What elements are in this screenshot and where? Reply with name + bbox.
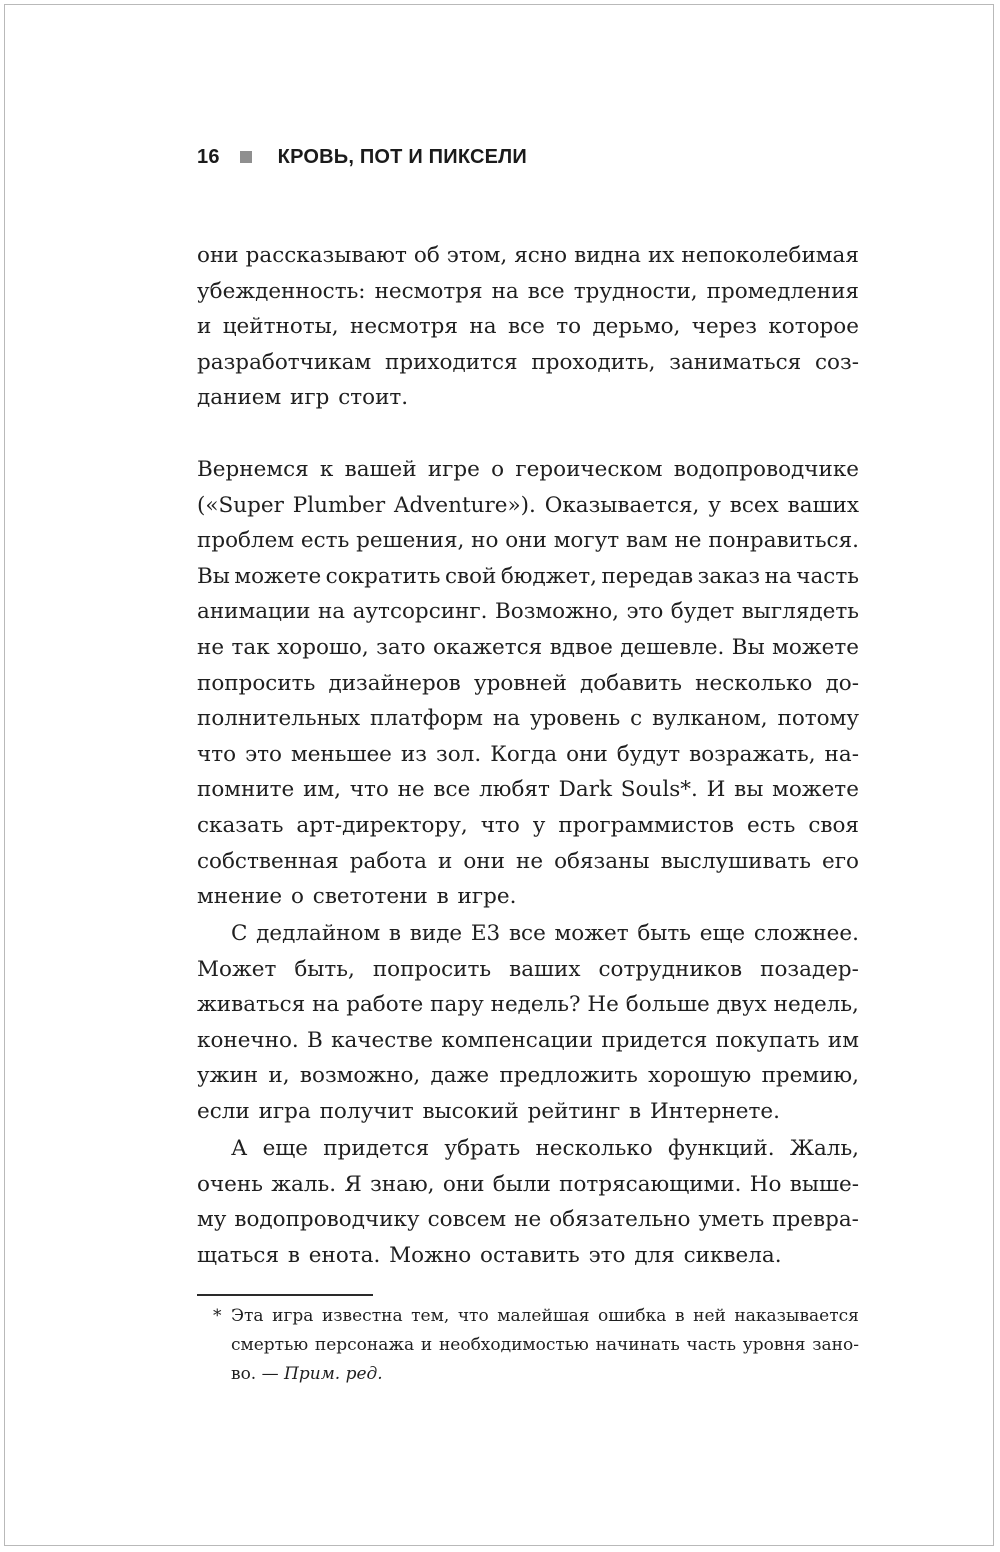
- footnote: [197, 1302, 859, 1389]
- text-line: проблем есть решения, но они могут вам не понравиться.: [197, 528, 859, 554]
- text-line: разработчикам приходится проходить, заниматься соз-: [197, 349, 859, 375]
- text-line: мнение о светотени в игре.: [197, 884, 517, 910]
- footnote-line: смертью персонажа и необходимостью начинать часть уровня зано-: [231, 1335, 859, 1355]
- text-line: не так хорошо, зато окажется вдвое дешевле. Вы можете: [197, 634, 859, 660]
- text-line: собственная работа и они не обязаны выслушивать его: [197, 848, 859, 874]
- text-line: щаться в енота. Можно оставить это для сиквела.: [197, 1242, 782, 1268]
- text-line: анимации на аутсорсинг. Возможно, это будет выглядеть: [197, 599, 859, 625]
- text-line: и цейтноты, несмотря на все то дерьмо, через которое: [197, 314, 859, 340]
- text-line: А еще придется убрать несколько функций. Жаль,: [231, 1136, 859, 1161]
- text-line: полнительных платформ на уровень с вулканом, потому: [197, 706, 859, 732]
- text-line: убежденность: несмотря на все трудности, промедления: [197, 278, 859, 304]
- footnote-divider: [197, 1294, 373, 1296]
- footnote-line: Эта игра известна тем, что малейшая ошибка в ней наказывается: [231, 1306, 859, 1326]
- book-title: КРОВЬ, ПОТ И ПИКСЕЛИ: [277, 145, 527, 168]
- footnote-marker: *: [213, 1306, 222, 1326]
- text-line: Вернемся к вашей игре о героическом водопроводчике: [197, 457, 859, 482]
- text-line: Вы можете сократить свой бюджет, передав заказ на часть: [197, 563, 859, 589]
- text-line: данием игр стоит.: [197, 385, 409, 411]
- text-line: очень жаль. Я знаю, они были потрясающими. Но выше-: [197, 1171, 859, 1197]
- text-line: если игра получит высокий рейтинг в Интернете.: [197, 1098, 780, 1124]
- running-head: [197, 142, 527, 172]
- text-line: му водопроводчику совсем не обязательно уметь превра-: [197, 1207, 859, 1233]
- paragraph-2: [197, 452, 859, 915]
- paragraph-4: [197, 1131, 859, 1273]
- text-line: Может быть, попросить ваших сотрудников позадер-: [197, 956, 859, 982]
- header-square-ornament: [240, 151, 252, 163]
- text-line: что это меньшее из зол. Когда они будут возражать, на-: [197, 741, 859, 767]
- text-line: помните им, что не все любят Dark Souls*. И вы можете: [197, 777, 859, 803]
- text-line: С дедлайном в виде E3 все может быть еще сложнее.: [231, 921, 859, 946]
- text-line: живаться на работе пару недель? Не больше двух недель,: [197, 992, 859, 1018]
- text-line: конечно. В качестве компенсации придется покупать им: [197, 1027, 859, 1053]
- paragraph-3: [197, 916, 859, 1130]
- text-line: сказать арт-директору, что у программистов есть своя: [197, 812, 859, 838]
- text-line: попросить дизайнеров уровней добавить несколько до-: [197, 670, 859, 696]
- page-number: 16: [197, 145, 220, 168]
- text-line: («Super Plumber Adventure»). Оказывается, у всех ваших: [197, 492, 859, 518]
- footnote-line: [231, 1360, 383, 1389]
- text-line: ужин и, возможно, даже предложить хорошую премию,: [197, 1063, 859, 1089]
- footnote-text: во. —: [231, 1364, 285, 1384]
- text-line: они рассказывают об этом, ясно видна их непоколебимая: [197, 243, 859, 268]
- paragraph-1: [197, 238, 859, 416]
- editor-note: Прим. ред.: [284, 1364, 383, 1384]
